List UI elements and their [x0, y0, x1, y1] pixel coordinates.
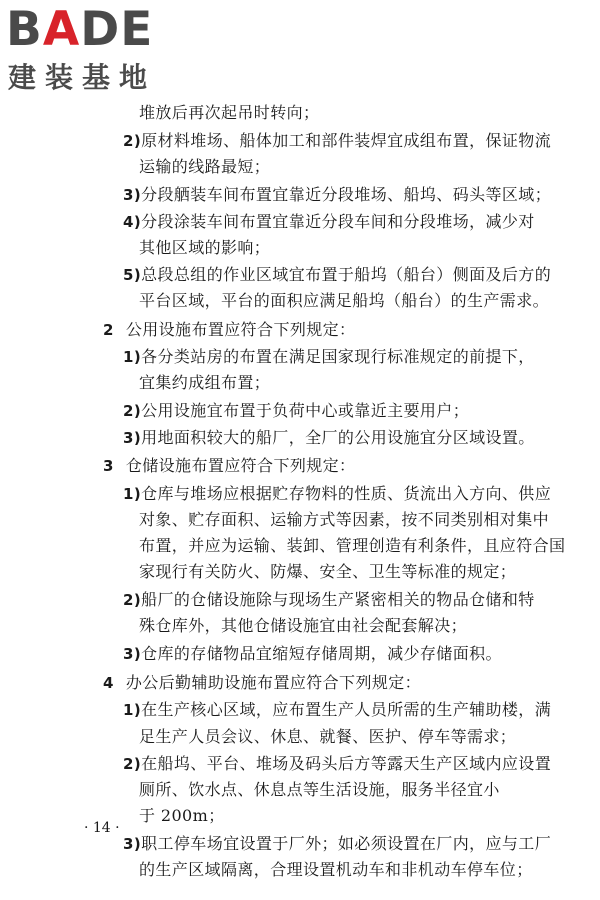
line-text: 对象、贮存面积、运输方式等因素，按不同类别相对集中 — [139, 510, 550, 529]
line-text: 在船坞、平台、堆场及码头后方等露天生产区域内应设置 — [141, 754, 552, 773]
text-line — [139, 780, 500, 800]
line-text: 总段总组的作业区域宜布置于船坞（船台）侧面及后方的 — [141, 265, 552, 284]
logo-letters-de: DE — [80, 2, 154, 57]
text-line — [103, 320, 355, 340]
line-text: 办公后勤辅助设施布置应符合下列规定： — [125, 673, 422, 692]
line-text: 用地面积较大的船厂，全厂的公用设施宜分区域设置。 — [141, 428, 535, 447]
text-line — [139, 238, 270, 258]
text-line — [123, 754, 551, 774]
line-text: 家现行有关防火、防爆、安全、卫生等标准的规定； — [139, 562, 517, 581]
line-text: 其他区域的影响； — [139, 238, 271, 257]
line-text: 堆放后再次起吊时转向； — [139, 103, 320, 122]
text-line — [139, 103, 319, 123]
line-text: 宜集约成组布置； — [139, 373, 271, 392]
page-number: · 14 · — [84, 820, 120, 836]
item-number: 4 — [103, 674, 114, 692]
item-number: 2) — [123, 402, 142, 420]
line-text: 分段舾装车间布置宜靠近分段堆场、船坞、码头等区域； — [141, 185, 552, 204]
line-text: 船厂的仓储设施除与现场生产紧密相关的物品仓储和特 — [141, 590, 535, 609]
text-line — [123, 428, 535, 448]
text-line — [123, 185, 551, 205]
line-text: 的生产区域隔离，合理设置机动车和非机动车停车位； — [139, 860, 533, 879]
line-text: 于 200m； — [139, 806, 225, 825]
text-line — [139, 806, 225, 826]
line-text: 公用设施宜布置于负荷中心或靠近主要用户； — [141, 401, 470, 420]
text-line — [139, 510, 549, 530]
line-text: 原材料堆场、船体加工和部件装焊宜成组布置，保证物流 — [141, 131, 552, 150]
text-line — [139, 860, 533, 880]
logo-letter-b: B — [6, 2, 43, 57]
line-text: 在生产核心区域，应布置生产人员所需的生产辅助楼，满 — [141, 700, 552, 719]
item-number: 4) — [123, 213, 142, 231]
line-text: 仓库与堆场应根据贮存物料的性质、货流出入方向、供应 — [141, 484, 552, 503]
line-text: 仓库的存储物品宜缩短存储周期，减少存储面积。 — [141, 644, 502, 663]
text-line — [123, 347, 535, 367]
line-text: 职工停车场宜设置于厂外；如必须设置在厂内，应与工厂 — [141, 834, 552, 853]
item-number: 3) — [123, 186, 142, 204]
line-text: 运输的线路最短； — [139, 157, 271, 176]
item-number: 2 — [103, 321, 114, 339]
text-line — [123, 484, 551, 504]
line-text: 各分类站房的布置在满足国家现行标准规定的前提下， — [141, 347, 535, 366]
text-line — [123, 700, 551, 720]
item-number: 1) — [123, 485, 142, 503]
item-number: 2) — [123, 591, 142, 609]
bade-logo — [6, 4, 176, 94]
text-line — [123, 212, 535, 232]
item-number: 3) — [123, 835, 142, 853]
item-number: 2) — [123, 755, 142, 773]
item-number: 2) — [123, 132, 142, 150]
item-number: 3 — [103, 457, 114, 475]
line-text: 殊仓库外，其他仓储设施宜由社会配套解决； — [139, 616, 468, 635]
line-text: 分段涂装车间布置宜靠近分段车间和分段堆场，减少对 — [141, 212, 535, 231]
line-text: 布置，并应为运输、装卸、管理创造有利条件，且应符合国 — [139, 536, 566, 555]
logo-subtitle: 建装基地 — [8, 61, 157, 94]
text-line — [123, 644, 502, 664]
text-line — [103, 673, 421, 693]
logo-letter-a: A — [42, 2, 81, 57]
text-line — [139, 291, 549, 311]
text-line — [139, 562, 516, 582]
item-number: 3) — [123, 645, 142, 663]
text-line — [123, 590, 535, 610]
line-text: 公用设施布置应符合下列规定： — [125, 320, 356, 339]
text-line — [123, 131, 551, 151]
text-line — [123, 265, 551, 285]
text-line — [139, 616, 467, 636]
line-text: 足生产人员会议、休息、就餐、医护、停车等需求； — [139, 727, 517, 746]
item-number: 1) — [123, 701, 142, 719]
text-line — [123, 834, 551, 854]
line-text: 平台区域，平台的面积应满足船坞（船台）的生产需求。 — [139, 291, 550, 310]
item-number: 1) — [123, 348, 142, 366]
text-line — [123, 401, 469, 421]
logo-wordmark — [6, 4, 153, 56]
line-text: 厕所、饮水点、休息点等生活设施，服务半径宜小 — [139, 780, 500, 799]
text-line — [103, 456, 355, 476]
text-line — [139, 373, 270, 393]
text-line — [139, 727, 516, 747]
line-text: 仓储设施布置应符合下列规定： — [125, 456, 356, 475]
text-line — [139, 536, 565, 556]
item-number: 3) — [123, 429, 142, 447]
item-number: 5) — [123, 266, 142, 284]
text-line — [139, 157, 270, 177]
